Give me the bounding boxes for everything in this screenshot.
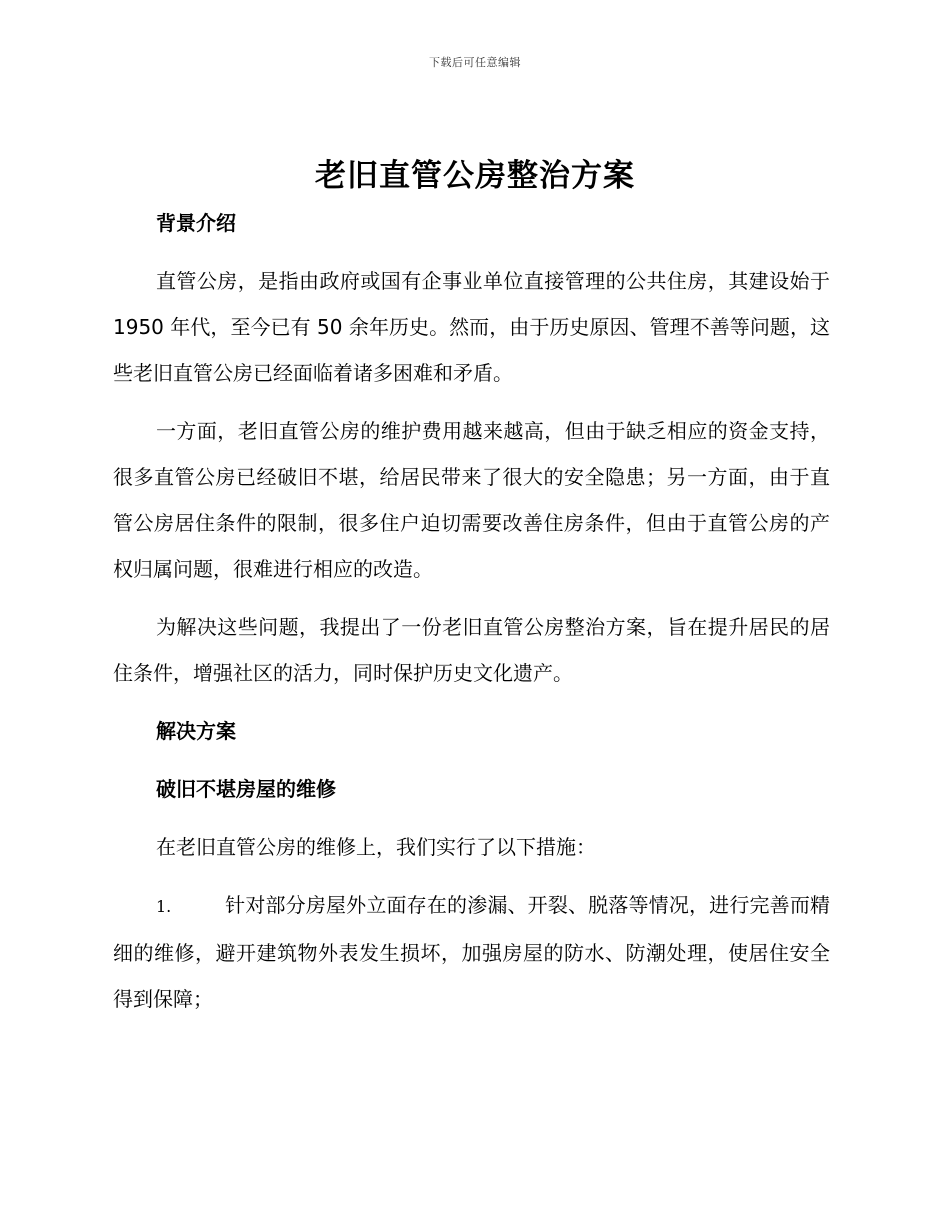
list-item [113,882,830,1022]
section-heading-background: 背景介绍 [156,211,236,235]
list-item-text: 针对部分房屋外立面存在的渗漏、开裂、脱落等情况，进行完善而精细的维修，避开建筑物外表发生损坏，加强房屋的防水、防潮处理，使居住安全得到保障； [113,893,830,1011]
list-item-number: 1. [156,897,172,916]
paragraph-background-1: 直管公房，是指由政府或国有企事业单位直接管理的公共住房，其建设始于 1950 年代，至今已有 50 余年历史。然而，由于历史原因、管理不善等问题，这些老旧直管公房已经面临着诸多困难和矛盾。 [113,269,830,385]
paragraph-background-2: 一方面，老旧直管公房的维护费用越来越高，但由于缺乏相应的资金支持，很多直管公房已经破旧不堪，给居民带来了很大的安全隐患；另一方面，由于直管公房居住条件的限制，很多住户迫切需要改善住房条件，但由于直管公房的产权归属问题，很难进行相应的改造。 [113,419,830,581]
document-body [113,200,830,1034]
subsection-heading-repair: 破旧不堪房屋的维修 [156,777,336,801]
section-heading-solution: 解决方案 [156,719,236,743]
header-note: 下载后可任意编辑 [429,56,521,69]
paragraph-background-3: 为解决这些问题，我提出了一份老旧直管公房整治方案，旨在提升居民的居住条件，增强社区的活力，同时保护历史文化遗产。 [113,615,830,685]
paragraph-repair-intro: 在老旧直管公房的维修上，我们实行了以下措施： [156,835,596,859]
document-title: 老旧直管公房整治方案 [315,158,635,194]
